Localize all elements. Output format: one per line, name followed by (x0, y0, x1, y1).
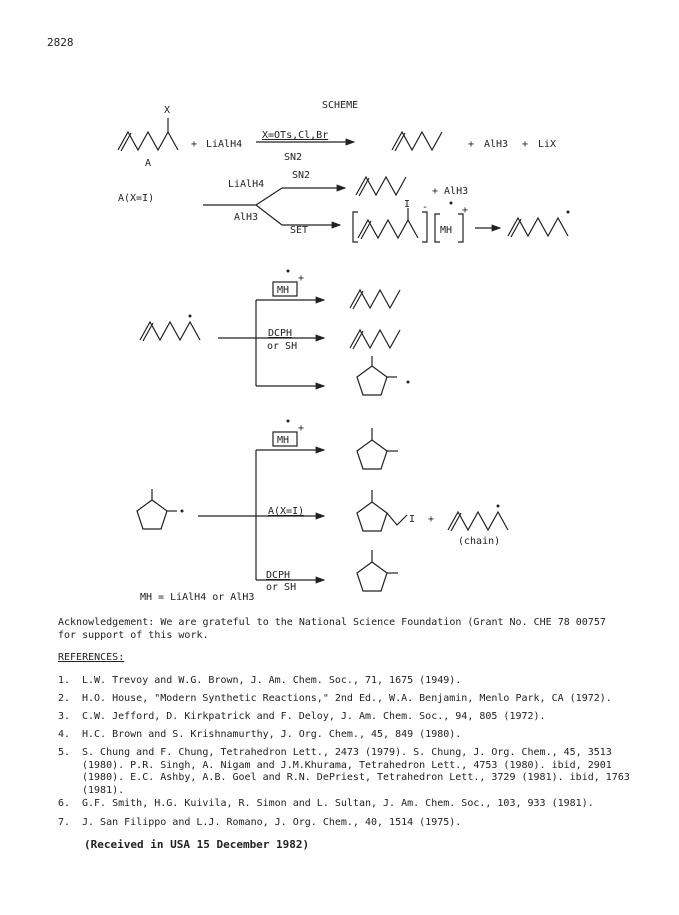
methylcyclopentane-1 (357, 428, 398, 469)
svg-text:+: + (298, 423, 305, 434)
hexenyl-radical-start (140, 322, 200, 341)
path-set: SET (290, 225, 309, 236)
svg-text:DCPH: DCPH (268, 328, 293, 339)
alkene-product-row3-1 (350, 290, 400, 309)
svg-text:or SH: or SH (267, 341, 298, 352)
hexenyl-radical-structure (508, 218, 568, 237)
reagent-alh3-row2: AlH3 (234, 212, 259, 223)
scheme-title: SCHEME (322, 100, 359, 111)
reagent-lialh4: LiAlH4 (206, 139, 243, 150)
svg-text:or SH: or SH (266, 582, 297, 593)
condition-leaving-groups: X=OTs,Cl,Br (262, 130, 329, 141)
svg-text:+: + (428, 514, 435, 525)
condition-sn2: SN2 (284, 152, 303, 163)
product-lix: LiX (538, 139, 557, 150)
svg-text:MH: MH (440, 225, 453, 236)
alkene-product-2 (356, 177, 406, 196)
svg-text:I: I (409, 514, 416, 525)
substituent-x: X (164, 105, 171, 116)
svg-text:MH: MH (277, 435, 290, 446)
svg-text:+: + (462, 205, 469, 216)
hexenyl-radical-chain (448, 512, 508, 531)
svg-text:+: + (468, 139, 475, 150)
svg-text:+: + (522, 139, 529, 150)
substrate-A-structure (118, 118, 178, 151)
substrate-a-iodide: A(X=I) (118, 193, 155, 204)
path-sn2: SN2 (292, 170, 311, 181)
methylcyclopentane-2 (357, 550, 398, 591)
page-number: 2828 (47, 36, 74, 49)
received-date: (Received in USA 15 December 1982) (84, 838, 310, 851)
svg-text:DCPH: DCPH (266, 570, 291, 581)
cyclopentylmethyl-iodide (357, 490, 407, 531)
alkene-product-structure (392, 132, 442, 151)
chain-label: (chain) (458, 536, 501, 547)
svg-text:-: - (422, 202, 429, 213)
acknowledgement: Acknowledgement: We are grateful to the National Science Foundation (Grant No. CHE 78 00757 for support of this work. (58, 617, 606, 641)
alkene-product-row3-2 (350, 330, 400, 349)
product-alh3-row2: + AlH3 (432, 186, 469, 197)
cyclopentylmethyl-radical-start (137, 489, 177, 529)
reagent-lialh4-row2: LiAlH4 (228, 179, 265, 190)
svg-text:+: + (191, 139, 198, 150)
references-heading: REFERENCES: (58, 652, 125, 663)
substrate-label: A (145, 158, 152, 169)
svg-text:A(X=I): A(X=I) (268, 506, 305, 517)
radical-anion-structure (353, 208, 427, 242)
svg-text:I: I (404, 199, 411, 210)
product-alh3: AlH3 (484, 139, 509, 150)
alh3-branch-arrow (256, 205, 282, 225)
lialh4-branch-arrow (256, 188, 282, 205)
svg-text:MH: MH (277, 285, 290, 296)
svg-text:+: + (298, 273, 305, 284)
cyclopentylmethyl-radical (357, 356, 397, 395)
mh-legend: MH = LiAlH4 or AlH3 (140, 592, 255, 603)
